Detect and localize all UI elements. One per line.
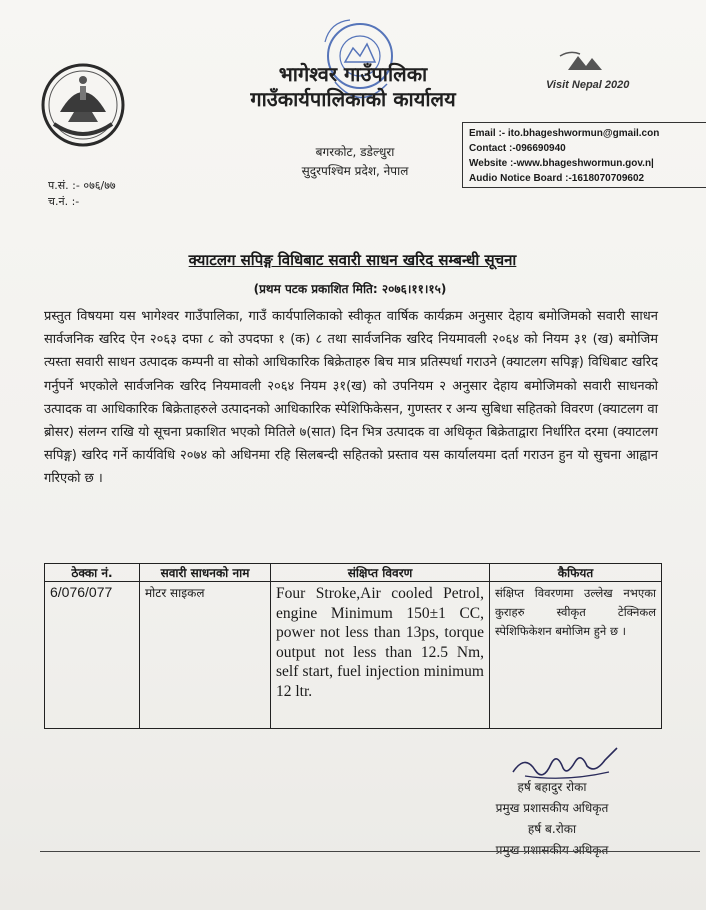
cell-description: Four Stroke,Air cooled Petrol, engine Minimum 150±1 CC, power not less than 13ps, torque output not less than 12.5 Nm, self start, fuel injection minimum 12 ltr. bbox=[271, 582, 490, 729]
header-remark: कैफियत bbox=[490, 564, 662, 582]
reference-block bbox=[48, 178, 116, 210]
national-emblem-icon bbox=[40, 62, 126, 148]
table-row bbox=[45, 582, 662, 729]
visit-nepal-logo-text: Visit Nepal 2020 bbox=[546, 79, 630, 91]
footer-divider bbox=[40, 851, 700, 852]
contact-email: Email :- ito.bhageshwormun@gmail.con bbox=[469, 128, 660, 139]
org-name-line1: भागेश्वर गाउँपालिका bbox=[278, 62, 428, 86]
org-title bbox=[233, 62, 473, 112]
reference-cn: च.नं. :- bbox=[48, 195, 80, 208]
contact-phone: Contact :-096690940 bbox=[469, 143, 566, 154]
notice-title: क्याटलग सपिङ्ग विधिबाट सवारी साधन खरिद सम्बन्धी सूचना bbox=[188, 251, 517, 269]
address-line1: बगरकोट, डडेल्धुरा bbox=[315, 145, 395, 159]
contact-website: Website :-www.bhageshwormun.gov.n| bbox=[469, 158, 654, 169]
address-block bbox=[270, 143, 440, 181]
header-vehicle-name: सवारी साधनको नाम bbox=[140, 564, 271, 582]
header-contract-no: ठेक्का नं. bbox=[45, 564, 140, 582]
notice-subtitle: (प्रथम पटक प्रकाशित मिति: २०७६।११।१५) bbox=[253, 282, 447, 296]
contact-audio: Audio Notice Board :-1618070709602 bbox=[469, 173, 645, 184]
reference-ps: प.सं. :- ०७६/७७ bbox=[48, 179, 116, 192]
cell-contract-no: 6/076/077 bbox=[45, 582, 140, 729]
cell-vehicle-name: मोटर साइकल bbox=[140, 582, 271, 729]
contact-box bbox=[462, 122, 706, 188]
table-header-row bbox=[45, 564, 662, 582]
signatory-title: प्रमुख प्रशासकीय अधिकृत bbox=[495, 801, 609, 815]
visit-nepal-logo-icon bbox=[540, 48, 630, 98]
address-line2: सुदुरपश्चिम प्रदेश, नेपाल bbox=[301, 164, 409, 178]
vehicle-table bbox=[44, 563, 662, 729]
cell-remark: संक्षिप्त विवरणमा उल्लेख नभएका कुराहरु स्वीकृत टेक्निकल स्पेशिफिकेशन बमोजिम हुने छ । bbox=[490, 582, 662, 729]
header-description: संक्षिप्त विवरण bbox=[271, 564, 490, 582]
signatory-stamp-name: हर्ष ब.रोका bbox=[527, 822, 577, 836]
signatory-name: हर्ष बहादुर रोका bbox=[517, 780, 587, 794]
org-name-line2: गाउँकार्यपालिकाको कार्यालय bbox=[250, 87, 456, 111]
signatory-stamp-title: प्रमुख प्रशासकीय अधिकृत bbox=[495, 843, 609, 857]
signatory-block bbox=[472, 777, 632, 861]
notice-body: प्रस्तुत विषयमा यस भागेश्वर गाउँपालिका, गाउँ कार्यपालिकाको स्वीकृत वार्षिक कार्यक्रम अनुसार देहाय बमोजिमको सवारी साधन सार्वजनिक खरिद ऐन २०६३ दफा ८ को उपदफा १ (क) ८ तथा सार्वजनिक खरिद नियमावली २०६४ को नियम ३१ (ख) बमोजिम त्यस्ता सवारी साधन उत्पादक कम्पनी वा सोको आधिकारिक बिक्रेताहरु बिच मात्र प्रतिस्पर्धा गराउने (क्याटलग सपिङ्ग) विधिबाट खरिद गर्नुपर्ने भएकोले सार्वजनिक खरिद नियमावली २०६४ नियम ३१(ख) को उपनियम २ अनुसार देहाय बमोजिमको सवारी साधनको उत्पादक वा आधिकारिक बिक्रेताहरुले उत्पादनको आधिकारिक स्पेशिफिकेसन, गुणस्तर र अन्य सुबिधा सहितको विवरण (क्याटलग वा ब्रोसर) संलग्न राखि यो सूचना प्रकाशित भएको मितिले ७(सात) दिन भित्र उत्पादक वा अधिकृत बिक्रेताद्वारा निर्धारित दरमा (क्याटलग सपिङ्ग) खरिद गर्ने कार्यविधि २०७४ को अधिनमा रहि सिलबन्दी सहितको प्रस्ताव यस कार्यालयमा दर्ता गराउन हुन यो सुचना आह्वान गरिएको छ । bbox=[44, 309, 658, 487]
